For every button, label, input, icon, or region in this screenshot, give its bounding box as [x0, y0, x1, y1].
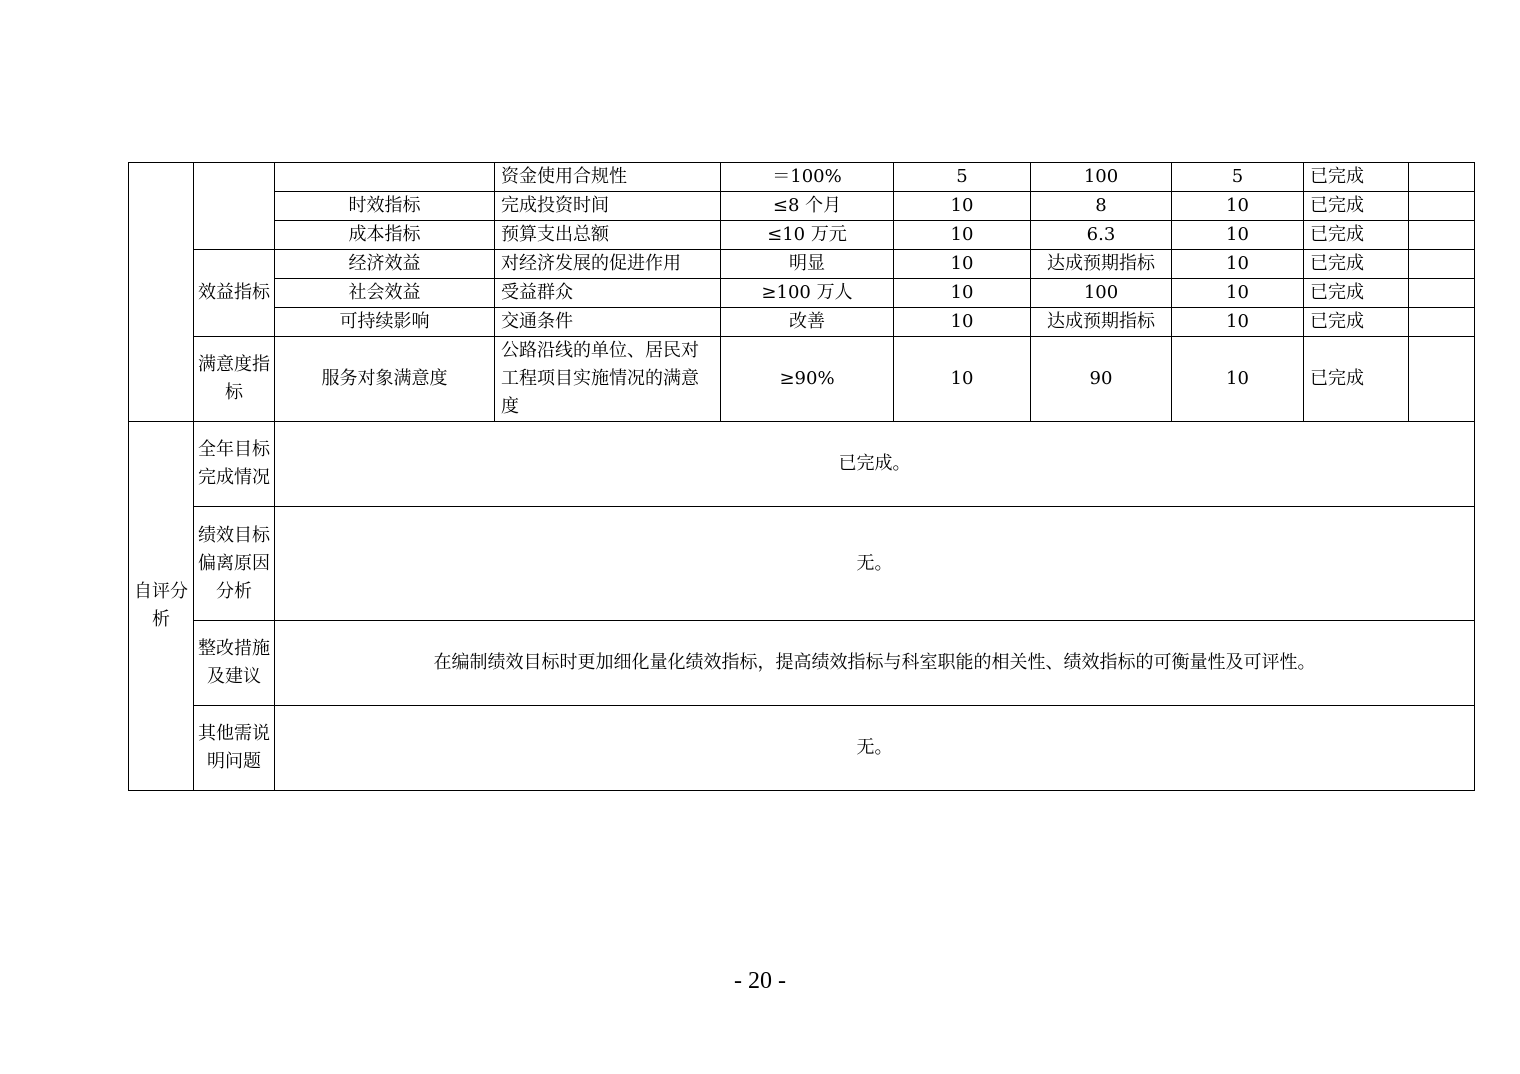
self-eval-content: 已完成。	[275, 422, 1475, 507]
target-cell: ＝100%	[721, 163, 894, 192]
status-cell: 已完成	[1304, 337, 1409, 422]
table-row	[129, 279, 1475, 308]
tier3-cell: 社会效益	[275, 279, 495, 308]
actual-cell: 100	[1031, 163, 1172, 192]
target-cell: ≥90%	[721, 337, 894, 422]
score-cell: 5	[1172, 163, 1304, 192]
performance-table	[128, 162, 1475, 791]
target-cell: 明显	[721, 250, 894, 279]
table-row	[129, 163, 1475, 192]
actual-cell: 8	[1031, 192, 1172, 221]
weight-cell: 10	[894, 279, 1031, 308]
indicator-cell: 预算支出总额	[495, 221, 721, 250]
table-row	[129, 221, 1475, 250]
note-cell	[1409, 250, 1475, 279]
tier2-cell	[194, 163, 275, 250]
indicator-cell: 受益群众	[495, 279, 721, 308]
actual-cell: 6.3	[1031, 221, 1172, 250]
target-cell: ≤8 个月	[721, 192, 894, 221]
table-row	[129, 337, 1475, 422]
benefit-group-cell: 效益指标	[194, 250, 275, 337]
score-cell: 10	[1172, 308, 1304, 337]
weight-cell: 10	[894, 192, 1031, 221]
tier3-cell: 经济效益	[275, 250, 495, 279]
actual-cell: 100	[1031, 279, 1172, 308]
page-number: - 20 -	[734, 968, 786, 994]
table-row	[129, 192, 1475, 221]
weight-cell: 10	[894, 308, 1031, 337]
self-eval-content: 无。	[275, 507, 1475, 621]
indicator-cell: 对经济发展的促进作用	[495, 250, 721, 279]
weight-cell: 10	[894, 221, 1031, 250]
status-cell: 已完成	[1304, 279, 1409, 308]
tier3-cell: 时效指标	[275, 192, 495, 221]
target-cell: 改善	[721, 308, 894, 337]
note-cell	[1409, 192, 1475, 221]
table-row	[129, 621, 1475, 706]
target-cell: ≤10 万元	[721, 221, 894, 250]
self-eval-content: 在编制绩效目标时更加细化量化绩效指标，提高绩效指标与科室职能的相关性、绩效指标的可衡量性及可评性。	[275, 621, 1475, 706]
self-eval-row-label: 全年目标完成情况	[194, 422, 275, 507]
status-cell: 已完成	[1304, 192, 1409, 221]
score-cell: 10	[1172, 250, 1304, 279]
self-eval-row-label: 其他需说明问题	[194, 706, 275, 791]
score-cell: 10	[1172, 279, 1304, 308]
actual-cell: 90	[1031, 337, 1172, 422]
score-cell: 10	[1172, 221, 1304, 250]
self-eval-content: 无。	[275, 706, 1475, 791]
actual-cell: 达成预期指标	[1031, 250, 1172, 279]
indicator-cell: 完成投资时间	[495, 192, 721, 221]
note-cell	[1409, 279, 1475, 308]
weight-cell: 10	[894, 250, 1031, 279]
tier3-cell: 可持续影响	[275, 308, 495, 337]
weight-cell: 10	[894, 337, 1031, 422]
status-cell: 已完成	[1304, 308, 1409, 337]
note-cell	[1409, 308, 1475, 337]
note-cell	[1409, 163, 1475, 192]
weight-cell: 5	[894, 163, 1031, 192]
status-cell: 已完成	[1304, 250, 1409, 279]
score-cell: 10	[1172, 192, 1304, 221]
target-cell: ≥100 万人	[721, 279, 894, 308]
tier3-cell: 成本指标	[275, 221, 495, 250]
table-row	[129, 507, 1475, 621]
table-row	[129, 250, 1475, 279]
table-row	[129, 706, 1475, 791]
status-cell: 已完成	[1304, 163, 1409, 192]
score-cell: 10	[1172, 337, 1304, 422]
tier1-cell	[129, 163, 194, 422]
table-row	[129, 308, 1475, 337]
note-cell	[1409, 337, 1475, 422]
note-cell	[1409, 221, 1475, 250]
status-cell: 已完成	[1304, 221, 1409, 250]
tier3-cell: 服务对象满意度	[275, 337, 495, 422]
self-eval-row-label: 绩效目标偏离原因分析	[194, 507, 275, 621]
self-eval-row-label: 整改措施及建议	[194, 621, 275, 706]
actual-cell: 达成预期指标	[1031, 308, 1172, 337]
indicator-cell: 公路沿线的单位、居民对工程项目实施情况的满意度	[495, 337, 721, 422]
satisfaction-group-cell: 满意度指标	[194, 337, 275, 422]
table-row	[129, 422, 1475, 507]
indicator-cell: 交通条件	[495, 308, 721, 337]
self-eval-label-cell: 自评分析	[129, 422, 194, 791]
tier3-cell	[275, 163, 495, 192]
indicator-cell: 资金使用合规性	[495, 163, 721, 192]
